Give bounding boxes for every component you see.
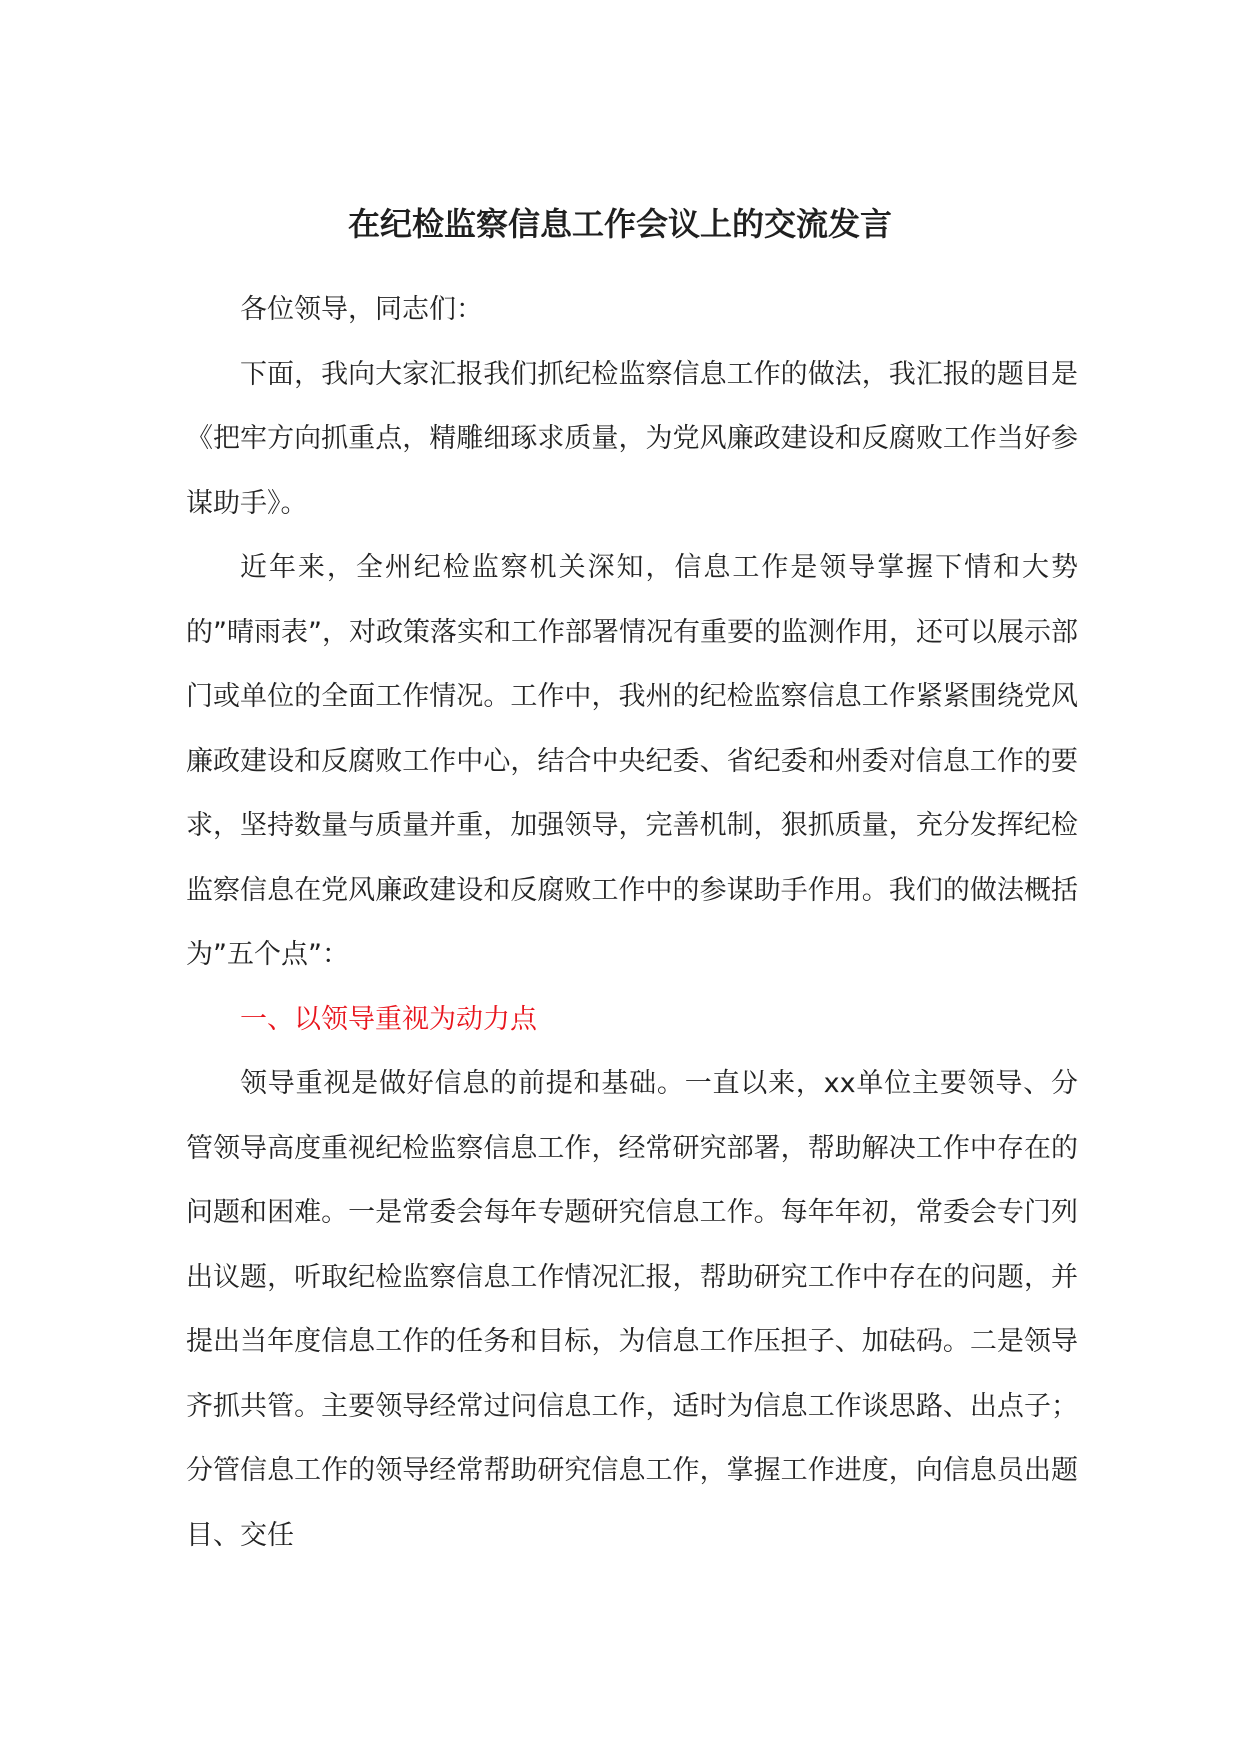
document-title: 在纪检监察信息工作会议上的交流发言 [347, 205, 892, 243]
document-body [186, 278, 1078, 1568]
section-paragraph: 领导重视是做好信息的前提和基础。一直以来，xx单位主要领导、分管领导高度重视纪检监察信息工作，经常研究部署，帮助解决工作中存在的问题和困难。一是常委会每年专题研究信息工作。每年年初，常委会专门列出议题，听取纪检监察信息工作情况汇报，帮助研究工作中存在的问题，并提出当年度信息工作的任务和目标，为信息工作压担子、加砝码。二是领导齐抓共管。主要领导经常过问信息工作，适时为信息工作谈思路、出点子；分管信息工作的领导经常帮助研究信息工作，掌握工作进度，向信息员出题目、交任 [186, 1068, 1078, 1551]
salutation: 各位领导，同志们： [240, 294, 483, 325]
paragraph-intro: 下面，我向大家汇报我们抓纪检监察信息工作的做法，我汇报的题目是《把牢方向抓重点，精雕细琢求质量，为党风廉政建设和反腐败工作当好参谋助手》。 [186, 358, 1078, 519]
paragraph-overview: 近年来，全州纪检监察机关深知，信息工作是领导掌握下情和大势的”晴雨表”，对政策落实和工作部署情况有重要的监测作用，还可以展示部门或单位的全面工作情况。工作中，我州的纪检监察信息工作紧紧围绕党风廉政建设和反腐败工作中心，结合中央纪委、省纪委和州委对信息工作的要求，坚持数量与质量并重，加强领导，完善机制，狠抓质量，充分发挥纪检监察信息在党风廉政建设和反腐败工作中的参谋助手作用。我们的做法概括为”五个点”： [186, 552, 1078, 970]
section-heading: 一、以领导重视为动力点 [240, 1003, 537, 1035]
